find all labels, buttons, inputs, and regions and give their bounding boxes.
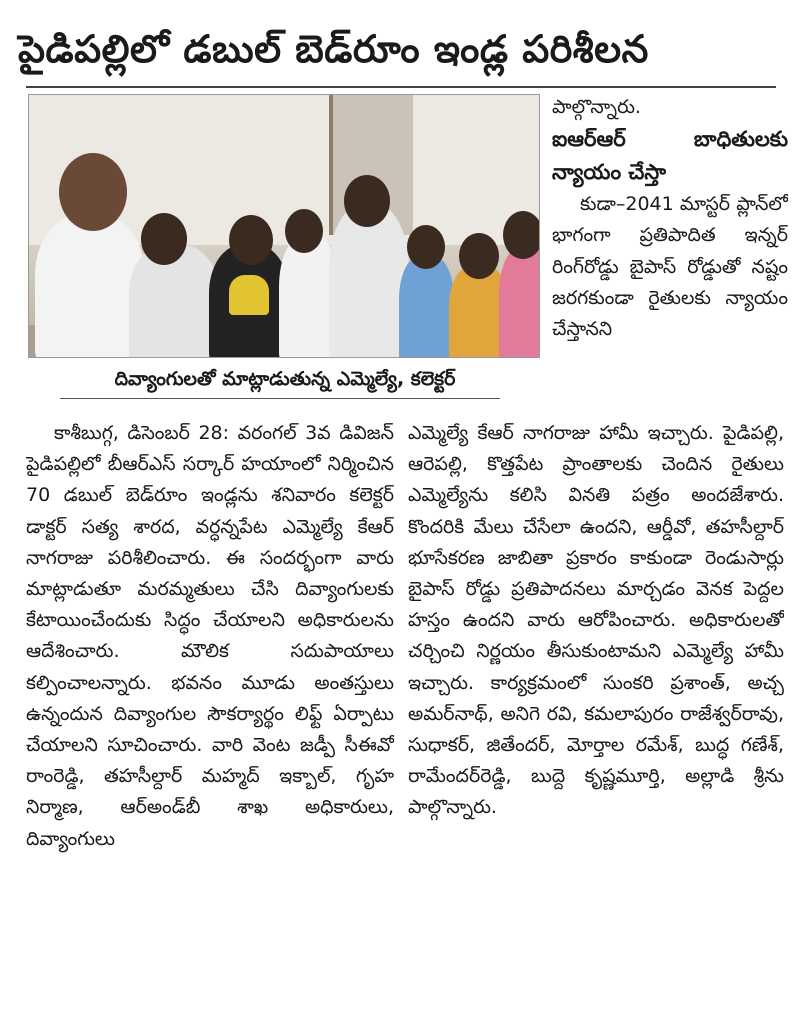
headline-divider bbox=[26, 86, 776, 88]
previous-article-cutoff bbox=[0, 0, 800, 8]
news-photo bbox=[28, 94, 540, 358]
article-headline: పైడిపల్లిలో డబుల్ బెడ్‌రూం ఇండ్ల పరిశీలన bbox=[18, 27, 649, 71]
caption-divider bbox=[60, 398, 500, 399]
lead-line: పాల్గొన్నారు. bbox=[552, 96, 641, 118]
photo-caption: దివ్యాంగులతో మాట్లాడుతున్న ఎమ్మెల్యే, కలెక్టర్ bbox=[114, 368, 456, 390]
right-column-body: ఎమ్మెల్యే కేఆర్ నాగరాజు హామీ ఇచ్చారు. పైడిపల్లి, ఆరెపల్లి, కొత్తపేట ప్రాంతాలకు చెందిన రైతులు ఎమ్మెల్యేను కలిసి వినతి పత్రం అందజేశారు. కొందరికి మేలు చేసేలా ఉందని, ఆర్డీవో, తహసీల్దార్ భూసేకరణ జాబితా ప్రకారం కాకుండా రెండుసార్లు బైపాస్ రోడ్డు ప్రతిపాదనలు మార్చడం వెనక పెద్దల హస్తం ఉందని వారు ఆరోపించారు. అధికారులతో చర్చించి నిర్ణయం తీసుకుంటామని ఎమ్మెల్యే హామీ ఇచ్చారు. కార్యక్రమంలో సుంకరి ప్రశాంత్, అచ్చ అమర్‌నాథ్, అనిగె రవి, కమలాపురం రాజేశ్వర్‌రావు, సుధాకర్, జితేందర్, మోర్తాల రమేశ్, బుద్ధ గణేశ్, రామేందర్‌రెడ్డి, బుద్దె కృష్ణమూర్తి, అల్లాడి శ్రీను పాల్గొన్నారు. bbox=[408, 422, 784, 819]
next-article-cutoff bbox=[20, 1000, 790, 1030]
right-top-paragraph: కుడా–2041 మాస్టర్ ప్లాన్‌లో భాగంగా ప్రతిపాదిత ఇన్నర్ రింగ్‌రోడ్డు బైపాస్ రోడ్డుతో నష్టం జరగకుండా రైతులకు న్యాయం చేస్తానని bbox=[552, 193, 788, 341]
left-column-body: కాశీబుగ్గ, డిసెంబర్ 28: వరంగల్ 3వ డివిజన్ పైడిపల్లిలో బీఆర్‌ఎస్ సర్కార్ హయాంలో నిర్మించిన 70 డబుల్ బెడ్‌రూం ఇండ్లను శనివారం కలెక్టర్ డాక్టర్ సత్య శారద, వర్ధన్నపేట ఎమ్మెల్యే కేఆర్ నాగరాజు పరిశీలించారు. ఈ సందర్భంగా వారు మాట్లాడుతూ మరమ్మతులు చేసి దివ్యాంగులకు కేటాయించేందుకు సిద్ధం చేయాలని అధికారులను ఆదేశించారు. మౌలిక సదుపాయాలు కల్పించాలన్నారు. భవనం మూడు అంతస్తులు ఉన్నందున దివ్యాంగుల సౌకర్యార్థం లిఫ్ట్ ఏర్పాటు చేయాలని సూచించారు. వారి వెంట జడ్పీ సీఈవో రాంరెడ్డి, తహసీల్దార్ మహ్మద్ ఇక్బాల్, గృహ నిర్మాణ, ఆర్‌అండ్‌బీ శాఖ అధికారులు, దివ్యాంగులు bbox=[26, 422, 394, 850]
subheading: ఐఆర్‌ఆర్ బాధితులకు న్యాయం చేస్తా bbox=[552, 127, 788, 185]
